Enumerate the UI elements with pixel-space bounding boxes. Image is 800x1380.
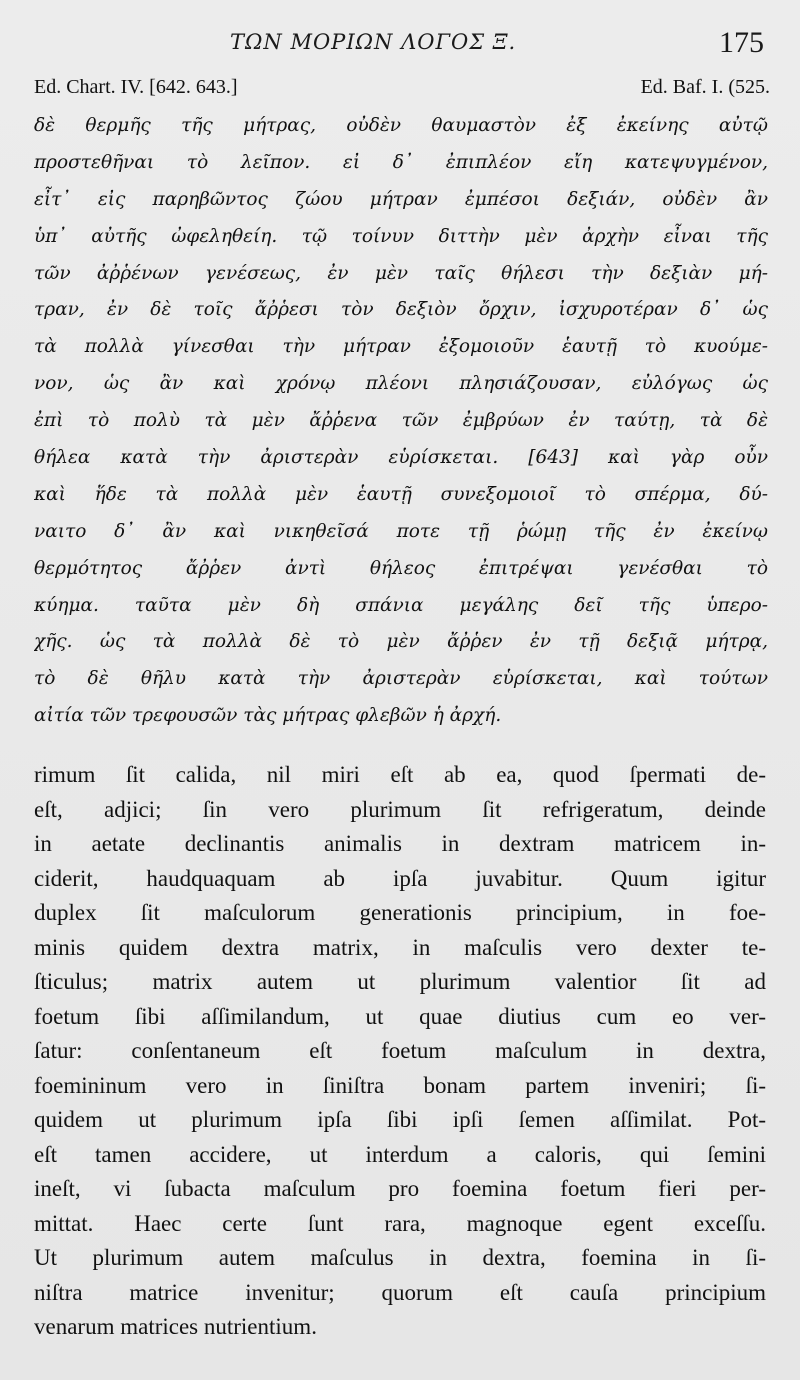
greek-line: χῆς. ὡς τὰ πολλὰ δὲ τὸ μὲν ἄῤῥεν ἐν τῇ δεξιᾷ μήτρᾳ, (34, 631, 768, 653)
greek-line: νον, ὡς ἂν καὶ χρόνῳ πλέονι πλησιάζουσαν, εὐλόγως ὡς (34, 373, 768, 395)
greek-line: ἐπὶ τὸ πολὺ τὰ μὲν ἄῤῥενα τῶν ἐμβρύων ἐν ταύτῃ, τὰ δὲ (34, 410, 768, 432)
latin-line: ineſt, vi ſubacta maſculum pro foemina foetum fieri per- (34, 1176, 766, 1201)
running-head (0, 26, 800, 64)
latin-line: in aetate declinantis animalis in dextram matricem in- (34, 831, 766, 856)
latin-line: ciderit, haudquaquam ab ipſa juvabitur. Quum igitur (34, 865, 766, 891)
greek-line: ναιτο δ᾽ ἂν καὶ νικηθεῖσά ποτε τῇ ῥώμῃ τῆς ἐν ἐκείνῳ (34, 520, 768, 542)
latin-text-block (34, 758, 766, 1345)
latin-line: ſticulus; matrix autem ut plurimum valentior ſit ad (34, 969, 766, 994)
edition-reference-basel: Ed. Baf. I. (525. (640, 76, 770, 98)
greek-line: ὑπ᾽ αὐτῆς ὠφεληθείη. τῷ τοίνυν διττὴν μὲν ἀρχὴν εἶναι τῆς (34, 225, 768, 247)
latin-line: Ut plurimum autem maſculus in dextra, foemina in ſi- (34, 1245, 766, 1270)
latin-line: quidem ut plurimum ipſa ſibi ipſi ſemen aſſimilat. Pot- (34, 1107, 766, 1132)
latin-line: eſt, adjici; ſin vero plurimum ſit refrigeratum, deinde (34, 796, 766, 822)
greek-line: αἰτία τῶν τρεφουσῶν τὰς μήτρας φλεβῶν ἡ ἀρχή. (34, 705, 502, 727)
page-number: 175 (719, 26, 764, 59)
greek-line: καὶ ἥδε τὰ πολλὰ μὲν ἑαυτῇ συνεξομοιοῖ τὸ σπέρμα, δύ- (34, 483, 768, 505)
greek-line: δὲ θερμῆς τῆς μήτρας, οὐδὲν θαυμαστὸν ἐξ ἐκείνης αὐτῷ (34, 115, 768, 136)
greek-line: τὸ δὲ θῆλυ κατὰ τὴν ἀριστερὰν εὑρίσκεται, καὶ τούτων (34, 668, 768, 690)
latin-line: duplex ſit maſculorum generationis principium, in foe- (34, 900, 766, 925)
latin-line: mittat. Haec certe ſunt rara, magnoque egent exceſſu. (34, 1210, 766, 1236)
greek-line: θερμότητος ἄῤῥεν ἀντὶ θήλεος ἐπιτρέψαι γενέσθαι τὸ (34, 557, 768, 579)
greek-line: εἶτ᾽ εἰς παρηβῶντος ζώου μήτραν ἐμπέσοι δεξιάν, οὐδὲν ἂν (34, 188, 768, 210)
latin-line: foemininum vero in ſiniſtra bonam partem inveniri; ſi- (34, 1072, 766, 1098)
latin-line: rimum ſit calida, nil miri eſt ab ea, quod ſpermati de- (34, 762, 766, 787)
latin-line: minis quidem dextra matrix, in maſculis vero dexter te- (34, 934, 766, 960)
running-title: ΤΩΝ ΜΟΡΙΩΝ ΛΟΓΟΣ Ξ. (230, 30, 517, 54)
greek-line: τὰ πολλὰ γίνεσθαι τὴν μήτραν ἐξομοιοῦν ἑαυτῇ τὸ κυούμε- (34, 336, 768, 358)
latin-line: ſatur: conſentaneum eſt foetum maſculum in dextra, (34, 1038, 766, 1063)
greek-line: τραν, ἐν δὲ τοῖς ἄῤῥεσι τὸν δεξιὸν ὄρχιν, ἰσχυροτέραν δ᾽ ὡς (34, 299, 768, 321)
greek-line: κύημα. ταῦτα μὲν δὴ σπάνια μεγάλης δεῖ τῆς ὑπερο- (34, 594, 768, 616)
latin-line: niſtra matrice invenitur; quorum eſt cauſa principium (34, 1279, 766, 1305)
latin-line: foetum ſibi aſſimilandum, ut quae diutius cum eo ver- (34, 1003, 766, 1029)
greek-line: προστεθῆναι τὸ λεῖπον. εἰ δ᾽ ἐπιπλέον εἴη κατεψυγμένον, (34, 151, 768, 173)
greek-line: θήλεα κατὰ τὴν ἀριστερὰν εὑρίσκεται. [643] καὶ γὰρ οὖν (34, 447, 768, 469)
latin-line: eſt tamen accidere, ut interdum a caloris, qui ſemini (34, 1141, 766, 1167)
edition-reference-line (34, 76, 770, 104)
greek-text-block (34, 108, 768, 735)
edition-reference-chartier: Ed. Chart. IV. [642. 643.] (34, 76, 238, 98)
latin-line: venarum matrices nutrientium. (34, 1314, 317, 1339)
greek-line: τῶν ἀῤῥένων γενέσεως, ἐν μὲν ταῖς θήλεσι τὴν δεξιὰν μή- (34, 262, 768, 284)
